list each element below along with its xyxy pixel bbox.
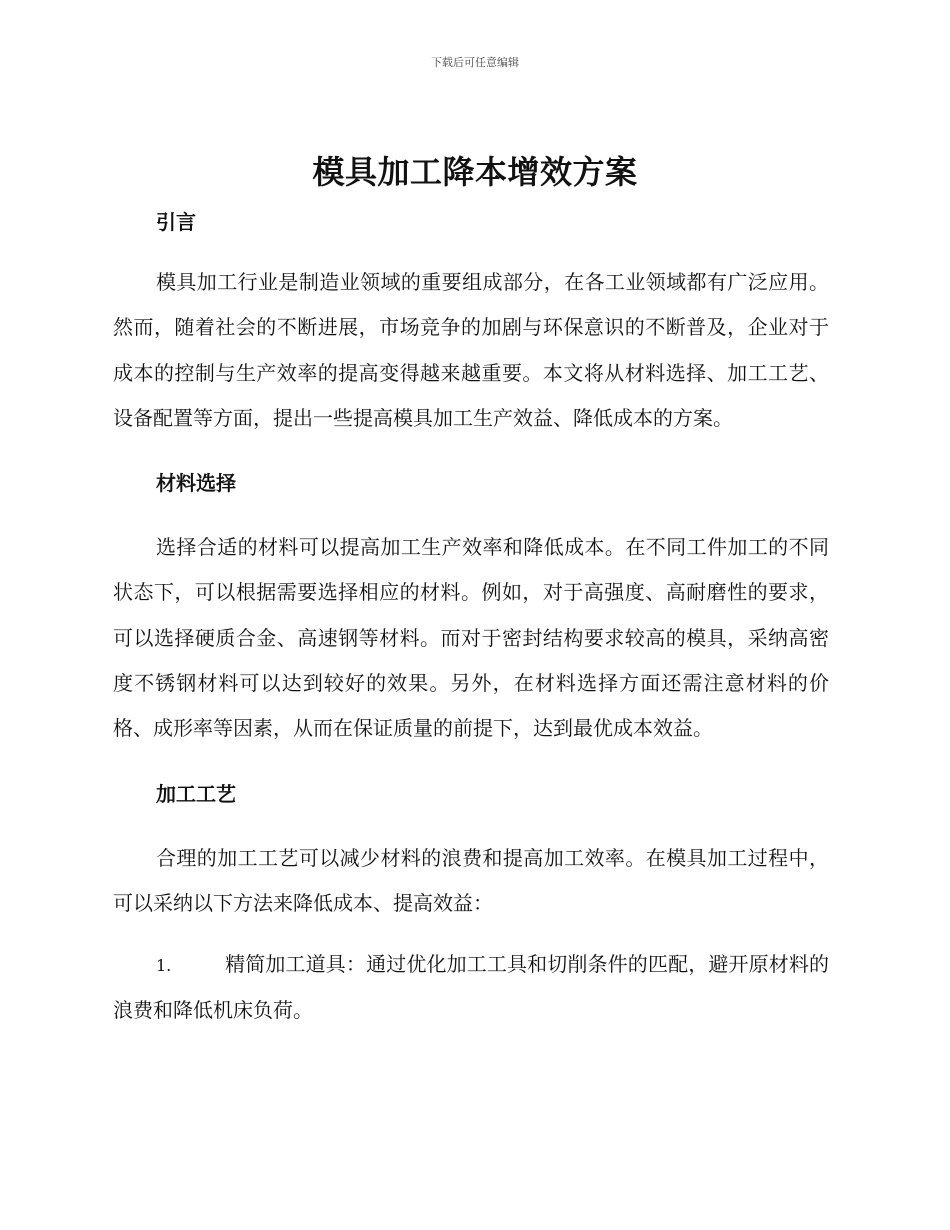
list-item	[113, 942, 829, 1032]
section-heading-material: 材料选择	[156, 471, 236, 496]
section-paragraph-material: 选择合适的材料可以提高加工生产效率和降低成本。在不同工件加工的不同状态下，可以根据需要选择相应的材料。例如，对于高强度、高耐磨性的要求，可以选择硬质合金、高速钢等材料。而对于密封结构要求较高的模具，采纳高密度不锈钢材料可以达到较好的效果。另外，在材料选择方面还需注意材料的价格、成形率等因素，从而在保证质量的前提下，达到最优成本效益。	[113, 535, 829, 741]
document-title: 模具加工降本增效方案	[312, 153, 638, 191]
list-item-number: 1.	[156, 956, 172, 976]
section-paragraph-intro: 模具加工行业是制造业领域的重要组成部分，在各工业领域都有广泛应用。然而，随着社会的不断进展，市场竞争的加剧与环保意识的不断普及，企业对于成本的控制与生产效率的提高变得越来越重要。本文将从材料选择、加工工艺、设备配置等方面，提出一些提高模具加工生产效益、降低成本的方案。	[113, 270, 829, 430]
list-item-text: 精简加工道具：通过优化加工工具和切削条件的匹配，避开原材料的浪费和降低机床负荷。	[113, 952, 829, 1023]
section-heading-process: 加工工艺	[156, 781, 236, 806]
document-body	[113, 204, 829, 1032]
section-heading-intro: 引言	[156, 210, 196, 234]
header-note: 下载后可任意编辑	[431, 56, 519, 69]
section-paragraph-process: 合理的加工工艺可以减少材料的浪费和提高加工效率。在模具加工过程中，可以采纳以下方法来降低成本、提高效益：	[113, 845, 829, 915]
